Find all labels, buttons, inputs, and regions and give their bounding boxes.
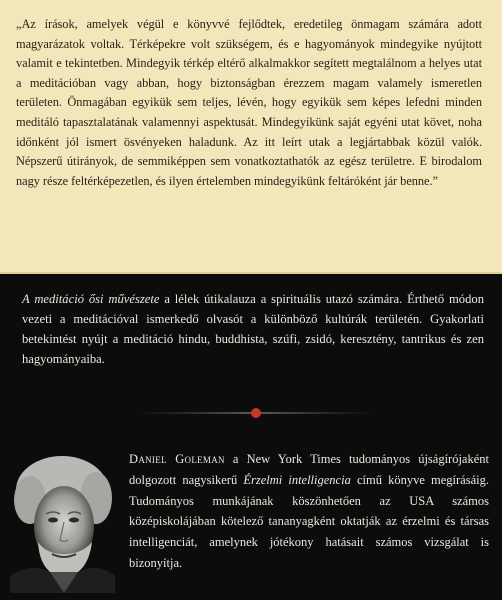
quote-panel [0,0,502,274]
ornament-divider [136,393,376,433]
bio-book-title: Érzelmi intelligencia [243,472,351,487]
book-description [22,289,484,369]
description-text: a lélek útikalauza a spirituális utazó számára. Érthető módon vezeti a meditációval ismerkedő olvasót a különböző kultúrák területén. Gyakorlati betekintést nyújt a meditáció hindu, buddhista, szúfi, zsidó, keresztény, tantrikus és zen hagyományaiba. [22,292,484,366]
author-name: Daniel Goleman [129,452,225,466]
divider-dot [251,408,261,418]
quote-text: „Az írások, amelyek végül e könyvvé fejlődtek, eredetileg önmagam számára adott magyarázatok voltak. Térképekre volt szükségem, és e hagyományok mindegyike nyújtott valamit e tekintetben. Mindegyik térkép eltérő alkalmakkor segített megtalálnom a helyes utat a meditációban vagy abban, hogy biztonságban érezzem magam valamely ismeretlen területen. Önmagában egyikük sem teljes, lévén, hogy egyikük sem képes lefedni minden meditáló tapasztalatának valamennyi aspektusát. Mindegyikünk saját egyéni utat követ, noha időnként jól ismert ösvényeken haladunk. Az itt leírt utak a legjártabbak közül valók. Népszerű útirányok, de semmiképpen sem vonatkoztathatók az egész területre. E birodalom nagy része feltérképezetlen, és ilyen értelemben mindegyikünk feltáróként jár benne.” [16,17,482,188]
bio-text-2: című könyve megírásáig. Tudományos munkájának köszönhetően az USA számos középiskolájában kötelező tananyagként oktatják az érzelmi és társas intelligenciát, amelynek jótékony hatásait számos vizsgálat is bizonyítja. [129,472,489,570]
author-photo [10,450,115,593]
author-bio [129,449,489,574]
bio-text-1: a New York Times tudományos újságírójaként dolgozott nagysikerű [129,452,490,487]
book-title: A meditáció ősi művészete [22,292,160,306]
